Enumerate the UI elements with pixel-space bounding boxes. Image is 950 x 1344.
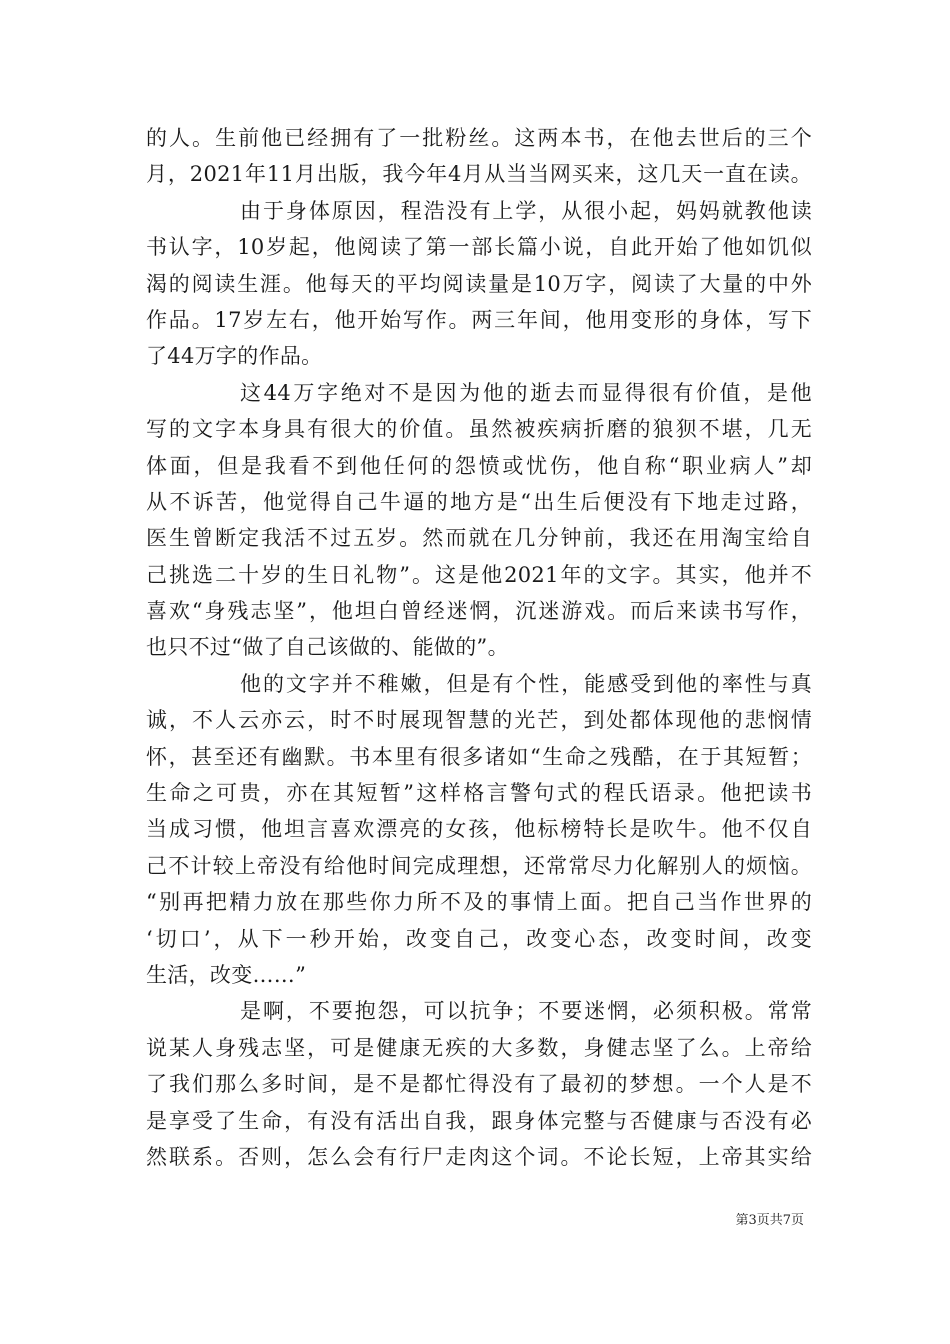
document-body <box>146 120 812 1175</box>
text-line: 是享受了生命，有没有活出自我，跟身体完整与否健康与否没有必 <box>146 1108 812 1133</box>
text-line: 喜欢“身残志坚”，他坦白曾经迷惘，沉迷游戏。而后来读书写作， <box>146 599 812 624</box>
text-line: 了我们那么多时间，是不是都忙得没有了最初的梦想。一个人是不 <box>146 1072 812 1097</box>
text-line: 是啊，不要抱怨，可以抗争；不要迷惘，必须积极。常常 <box>240 999 812 1024</box>
text-line: 诚，不人云亦云，时不时展现智慧的光芒，到处都体现他的悲悯情 <box>146 708 812 733</box>
text-line: 怀，甚至还有幽默。书本里有很多诸如“生命之残酷，在于其短暂； <box>146 744 812 769</box>
text-line: 说某人身残志坚，可是健康无疾的大多数，身健志坚了么。上帝给 <box>146 1035 812 1060</box>
text-line: 从不诉苦，他觉得自己牛逼的地方是“出生后便没有下地走过路， <box>146 489 812 514</box>
text-line: 的人。生前他已经拥有了一批粉丝。这两本书，在他去世后的三个 <box>146 126 812 150</box>
text-line: 这44万字绝对不是因为他的逝去而显得很有价值，是他 <box>240 380 812 405</box>
text-line: 体面，但是我看不到他任何的怨愤或忧伤，他自称“职业病人”却 <box>146 453 812 478</box>
text-line: “别再把精力放在那些你力所不及的事情上面。把自己当作世界的 <box>146 890 812 915</box>
text-line: 医生曾断定我活不过五岁。然而就在几分钟前，我还在用淘宝给自 <box>146 526 812 551</box>
text-line: 然联系。否则，怎么会有行尸走肉这个词。不论长短，上帝其实给 <box>146 1144 812 1169</box>
text-line: 渴的阅读生涯。他每天的平均阅读量是10万字，阅读了大量的中外 <box>146 271 812 296</box>
page-number: 第3页共7页 <box>735 1213 804 1228</box>
text-line: 他的文字并不稚嫩，但是有个性，能感受到他的率性与真 <box>240 671 812 696</box>
text-line: 书认字，10岁起，他阅读了第一部长篇小说，自此开始了他如饥似 <box>146 235 812 260</box>
text-line: 也只不过“做了自己该做的、能做的”。 <box>146 635 509 660</box>
text-line: 己挑选二十岁的生日礼物”。这是他2021年的文字。其实，他并不 <box>146 562 812 587</box>
text-line: 当成习惯，他坦言喜欢漂亮的女孩，他标榜特长是吹牛。他不仅自 <box>146 817 812 842</box>
text-line: 写的文字本身具有很大的价值。虽然被疾病折磨的狼狈不堪，几无 <box>146 417 812 442</box>
text-line: 由于身体原因，程浩没有上学，从很小起，妈妈就教他读 <box>240 198 812 223</box>
text-line: 己不计较上帝没有给他时间完成理想，还常常尽力化解别人的烦恼。 <box>146 853 812 878</box>
text-line: 月，2021年11月出版，我今年4月从当当网买来，这几天一直在读。 <box>146 162 812 187</box>
text-line: 生活，改变……” <box>146 962 307 987</box>
text-line: 作品。17岁左右，他开始写作。两三年间，他用变形的身体，写下 <box>146 307 812 332</box>
text-line: ‘切口’，从下一秒开始，改变自己，改变心态，改变时间，改变 <box>146 926 812 951</box>
text-line: 生命之可贵，亦在其短暂”这样格言警句式的程氏语录。他把读书 <box>146 781 812 806</box>
text-line: 了44万字的作品。 <box>146 344 323 369</box>
